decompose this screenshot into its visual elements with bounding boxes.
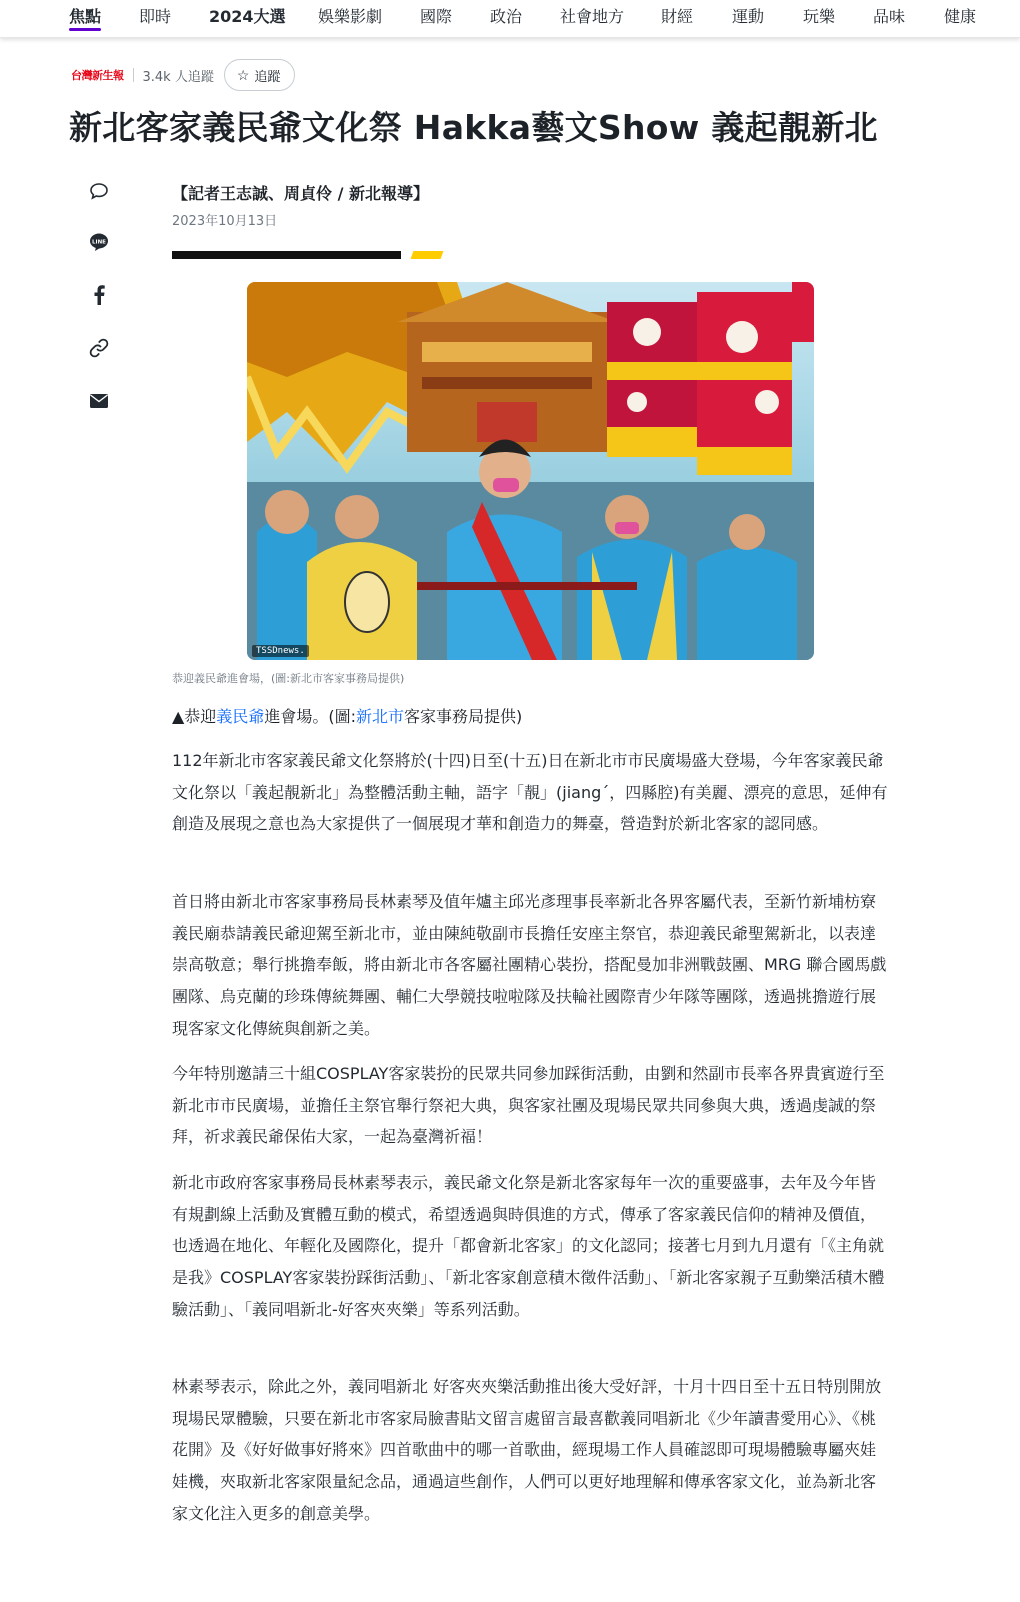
nav-tab-society[interactable]: 社會地方 <box>560 7 625 26</box>
article-paragraph: 112年新北市客家義民爺文化祭將於(十四)日至(十五)日在新北市市民廣場盛大登場，今年客家義民爺文化祭以「義起靚新北」為整體活動主軸，語字「靚」(jiang´，四縣腔)有美麗、漂亮的意思，延伸有創造及展現之意也為大家提供了一個展現才華和創造力的舞臺，營造對於新北客家的認同感。 <box>172 751 888 834</box>
photo-caption: 恭迎義民爺進會場，(圖:新北市客家事務局提供) <box>172 672 405 685</box>
follow-label: 追蹤 <box>254 68 281 84</box>
star-icon: ☆ <box>236 66 250 83</box>
facebook-icon[interactable] <box>86 282 112 308</box>
photo-caption-text <box>172 704 522 727</box>
article-paragraph: 今年特別邀請三十組COSPLAY客家裝扮的民眾共同參加踩街活動，由劉和然副市長率各界貴賓遊行至新北市市民廣場，並擔任主祭官舉行祭祀大典，與客家社團及現場民眾共同參與大典，透過虔誠的祭拜，祈求義民爺保佑大家，一起為臺灣祈福！ <box>172 1064 885 1147</box>
line-icon[interactable] <box>86 229 112 255</box>
divider <box>133 68 134 82</box>
article-byline: 【記者王志誠、周貞伶 / 新北報導】 <box>172 184 429 203</box>
caption-link-newtaipei[interactable]: 新北市 <box>355 707 404 726</box>
nav-tab-entertainment[interactable]: 娛樂影劇 <box>318 7 383 26</box>
caption-link-yimin[interactable]: 義民爺 <box>216 707 265 726</box>
follower-count: 3.4k 人追蹤 <box>142 69 214 85</box>
top-nav <box>0 0 1020 38</box>
follow-button[interactable] <box>224 59 296 91</box>
nav-tab-finance[interactable]: 財經 <box>661 7 694 26</box>
source-row <box>71 59 295 91</box>
divider-accent <box>411 251 444 259</box>
comment-icon[interactable] <box>86 178 112 204</box>
article-paragraph: 新北市政府客家事務局長林素琴表示，義民爺文化祭是新北客家每年一次的重要盛事，去年及今年皆有規劃線上活動及實體互動的模式，希望透過與時俱進的方式，傳承了客家義民信仰的精神及價值，也透過在地化、年輕化及國際化，提升「都會新北客家」的文化認同；接著七月到九月還有「《主角就是我》COSPLAY客家裝扮踩街活動」、「新北客家創意積木徵件活動」、「新北客家親子互動樂活積木體驗活動」、「義同唱新北-好客夾夾樂」等系列活動。 <box>172 1173 885 1319</box>
divider-bar <box>172 251 401 259</box>
nav-tab-politics[interactable]: 政治 <box>490 7 523 26</box>
nav-tab-international[interactable]: 國際 <box>420 7 453 26</box>
caption-text: 客家事務局提供) <box>403 707 523 726</box>
nav-tab-focus[interactable]: 焦點 <box>69 4 101 27</box>
nav-tab-sports[interactable]: 運動 <box>732 7 765 26</box>
article-paragraph: 首日將由新北市客家事務局長林素琴及值年爐主邱光彥理事長率新北各界客屬代表，至新竹新埔枋寮義民廟恭請義民爺迎駕至新北市，並由陳純敬副市長擔任安座主祭官，恭迎義民爺聖駕新北，以表達崇高敬意；舉行挑擔奉飯，將由新北市各客屬社團精心裝扮，搭配曼加非洲戰鼓團、MRG 聯合國馬戲團隊、烏克蘭的珍珠傳統舞團、輔仁大學競技啦啦隊及扶輪社國際青少年隊等團隊，透過挑擔遊行展現客家文化傳統與創新之美。 <box>172 892 887 1038</box>
photo-watermark: TSSDnews. <box>252 645 309 657</box>
caption-text: ▲恭迎 <box>172 707 217 726</box>
link-icon[interactable] <box>86 335 112 361</box>
article-date: 2023年10月13日 <box>172 214 278 229</box>
caption-text: 進會場。(圖: <box>264 707 356 726</box>
nav-tab-health[interactable]: 健康 <box>944 7 977 26</box>
mail-icon[interactable] <box>86 388 112 414</box>
article-headline: 新北客家義民爺文化祭 Hakka藝文Show 義起靚新北 <box>69 108 878 147</box>
nav-tab-latest[interactable]: 即時 <box>139 7 172 26</box>
nav-tab-election-2024[interactable]: 2024大選 <box>209 7 286 26</box>
nav-tab-leisure[interactable]: 玩樂 <box>803 7 836 26</box>
article-paragraph: 林素琴表示，除此之外，義同唱新北 好客夾夾樂活動推出後大受好評，十月十四日至十五日特別開放現場民眾體驗，只要在新北市客家局臉書貼文留言處留言最喜歡義同唱新北《少年讀書愛用心》、《桃花開》及《好好做事好將來》四首歌曲中的哪一首歌曲，經現場工作人員確認即可現場體驗專屬夾娃娃機，夾取新北客家限量紀念品，通過這些創作，人們可以更好地理解和傳承客家文化，並為新北客家文化注入更多的創意美學。 <box>172 1377 882 1523</box>
nav-tab-taste[interactable]: 品味 <box>873 7 906 26</box>
svg-text:LINE: LINE <box>92 239 106 246</box>
article-photo[interactable] <box>247 282 814 660</box>
publisher-logo[interactable]: 台灣新生報 <box>71 69 124 82</box>
